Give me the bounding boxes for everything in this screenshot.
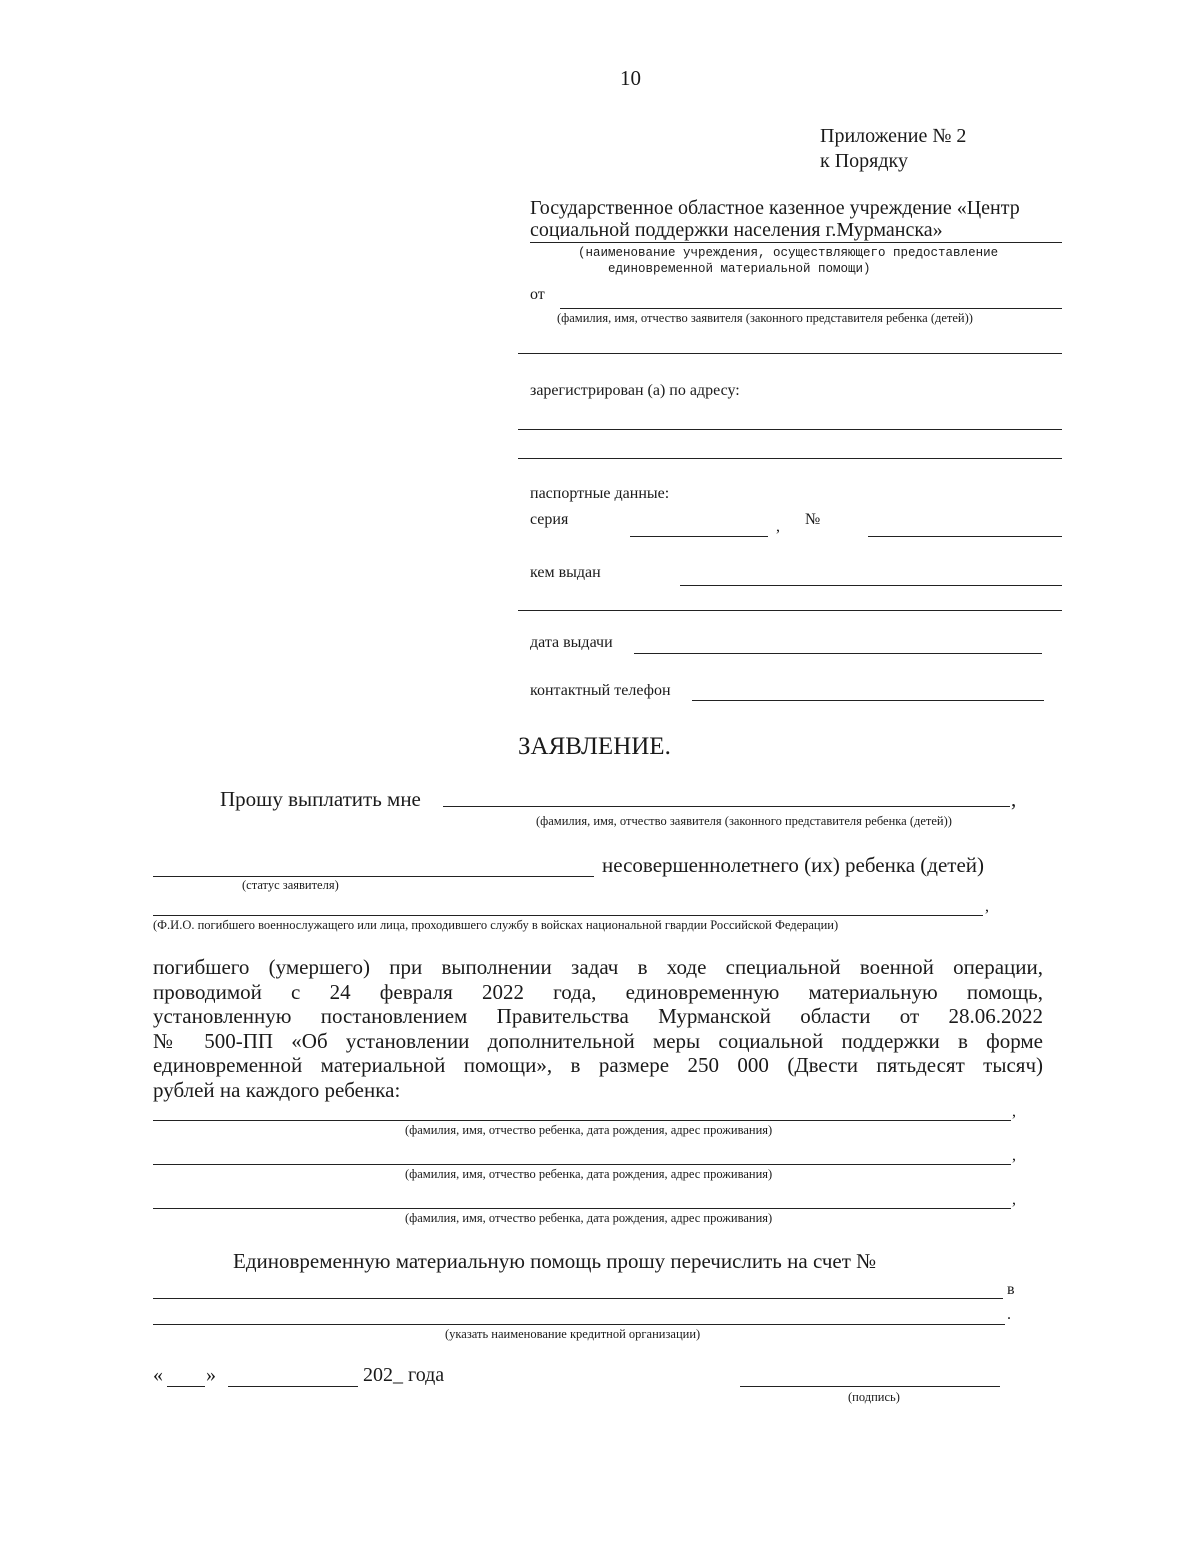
from-caption: (фамилия, имя, отчество заявителя (законного представителя ребенка (детей)) bbox=[557, 311, 973, 325]
phone-label: контактный телефон bbox=[530, 682, 671, 699]
deceased-comma: , bbox=[985, 898, 989, 915]
appendix-title: Приложение № 2 bbox=[820, 125, 967, 147]
child-comma-3: , bbox=[1012, 1191, 1016, 1208]
child-caption-2: (фамилия, имя, отчество ребенка, дата рождения, адрес проживания) bbox=[405, 1167, 773, 1181]
request-caption: (фамилия, имя, отчество заявителя (законного представителя ребенка (детей)) bbox=[536, 814, 952, 828]
issue-date-field[interactable] bbox=[634, 653, 1042, 654]
body-paragraph bbox=[153, 955, 1043, 1102]
issued-by-label: кем выдан bbox=[530, 564, 601, 581]
page-number: 10 bbox=[620, 66, 641, 90]
recipient-line-1: Государственное областное казенное учреждение «Центр bbox=[530, 197, 1020, 219]
phone-field[interactable] bbox=[692, 700, 1044, 701]
bank-end-dot: . bbox=[1007, 1306, 1011, 1323]
date-month-field[interactable] bbox=[228, 1386, 358, 1387]
from-label: от bbox=[530, 286, 545, 303]
from-field-line-2[interactable] bbox=[518, 353, 1062, 354]
signature-field[interactable] bbox=[740, 1386, 1000, 1387]
body-line-2: проводимой с 24 февраля 2022 года, единовременную материальную помощь, bbox=[153, 979, 1043, 1004]
bank-caption: (указать наименование кредитной организации) bbox=[445, 1327, 701, 1341]
deceased-caption: (Ф.И.О. погибшего военнослужащего или лица, проходившего службу в войсках национальной гвардии Российской Федерации) bbox=[153, 918, 839, 932]
recipient-underline bbox=[530, 242, 1062, 243]
child-field-3[interactable] bbox=[153, 1208, 1011, 1209]
signature-caption: (подпись) bbox=[848, 1390, 900, 1404]
bank-field[interactable] bbox=[153, 1324, 1005, 1325]
passport-label: паспортные данные: bbox=[530, 485, 670, 502]
account-field[interactable] bbox=[153, 1298, 1003, 1299]
minor-text: несовершеннолетнего (их) ребенка (детей) bbox=[602, 853, 985, 877]
child-comma-2: , bbox=[1012, 1147, 1016, 1164]
child-field-2[interactable] bbox=[153, 1164, 1011, 1165]
deceased-name-field[interactable] bbox=[153, 915, 983, 916]
body-line-3: установленную постановлением Правительства Мурманской области от 28.06.2022 bbox=[153, 1004, 1043, 1028]
body-line-5: единовременной материальной помощи», в размере 250 000 (Двести пятьдесят тысяч) bbox=[153, 1053, 1043, 1077]
recipient-line-2: социальной поддержки населения г.Мурманска» bbox=[530, 219, 943, 241]
recipient-caption-1: (наименование учреждения, осуществляющего предоставление bbox=[578, 246, 999, 260]
number-field[interactable] bbox=[868, 536, 1062, 537]
number-label: № bbox=[805, 511, 821, 528]
child-comma-1: , bbox=[1012, 1103, 1016, 1120]
child-field-1[interactable] bbox=[153, 1120, 1011, 1121]
child-caption-1: (фамилия, имя, отчество ребенка, дата рождения, адрес проживания) bbox=[405, 1123, 773, 1137]
request-prefix: Прошу выплатить мне bbox=[220, 787, 421, 811]
issued-by-field[interactable] bbox=[680, 585, 1062, 586]
applicant-status-field[interactable] bbox=[153, 876, 594, 877]
from-field[interactable] bbox=[560, 308, 1062, 309]
address-field-2[interactable] bbox=[518, 458, 1062, 459]
body-line-1: погибшего (умершего) при выполнении задач в ходе специальной военной операции, bbox=[153, 955, 1043, 979]
date-year-text: 202_ года bbox=[363, 1364, 445, 1386]
body-line-4: № 500-ПП «Об установлении дополнительной меры социальной поддержки в форме bbox=[153, 1028, 1043, 1053]
address-field-1[interactable] bbox=[518, 429, 1062, 430]
issue-date-label: дата выдачи bbox=[530, 634, 613, 651]
in-label: в bbox=[1007, 1281, 1015, 1298]
body-line-6: рублей на каждого ребенка: bbox=[153, 1077, 401, 1102]
request-comma: , bbox=[1011, 787, 1017, 811]
recipient-caption-2: единовременной материальной помощи) bbox=[608, 262, 871, 276]
address-label: зарегистрирован (а) по адресу: bbox=[530, 382, 740, 399]
status-caption: (статус заявителя) bbox=[242, 878, 339, 892]
series-label: серия bbox=[530, 511, 569, 528]
issued-by-field-2[interactable] bbox=[518, 610, 1062, 611]
date-quote-open: « bbox=[153, 1364, 163, 1386]
date-day-field[interactable] bbox=[167, 1386, 205, 1387]
date-quote-close: » bbox=[206, 1364, 216, 1386]
transfer-text: Единовременную материальную помощь прошу перечислить на счет № bbox=[233, 1249, 877, 1273]
child-caption-3: (фамилия, имя, отчество ребенка, дата рождения, адрес проживания) bbox=[405, 1211, 773, 1225]
appendix-subtitle: к Порядку bbox=[820, 150, 908, 172]
request-name-field[interactable] bbox=[443, 806, 1010, 807]
series-field[interactable] bbox=[630, 536, 768, 537]
document-title: ЗАЯВЛЕНИЕ. bbox=[518, 733, 671, 760]
series-comma: , bbox=[776, 518, 780, 535]
